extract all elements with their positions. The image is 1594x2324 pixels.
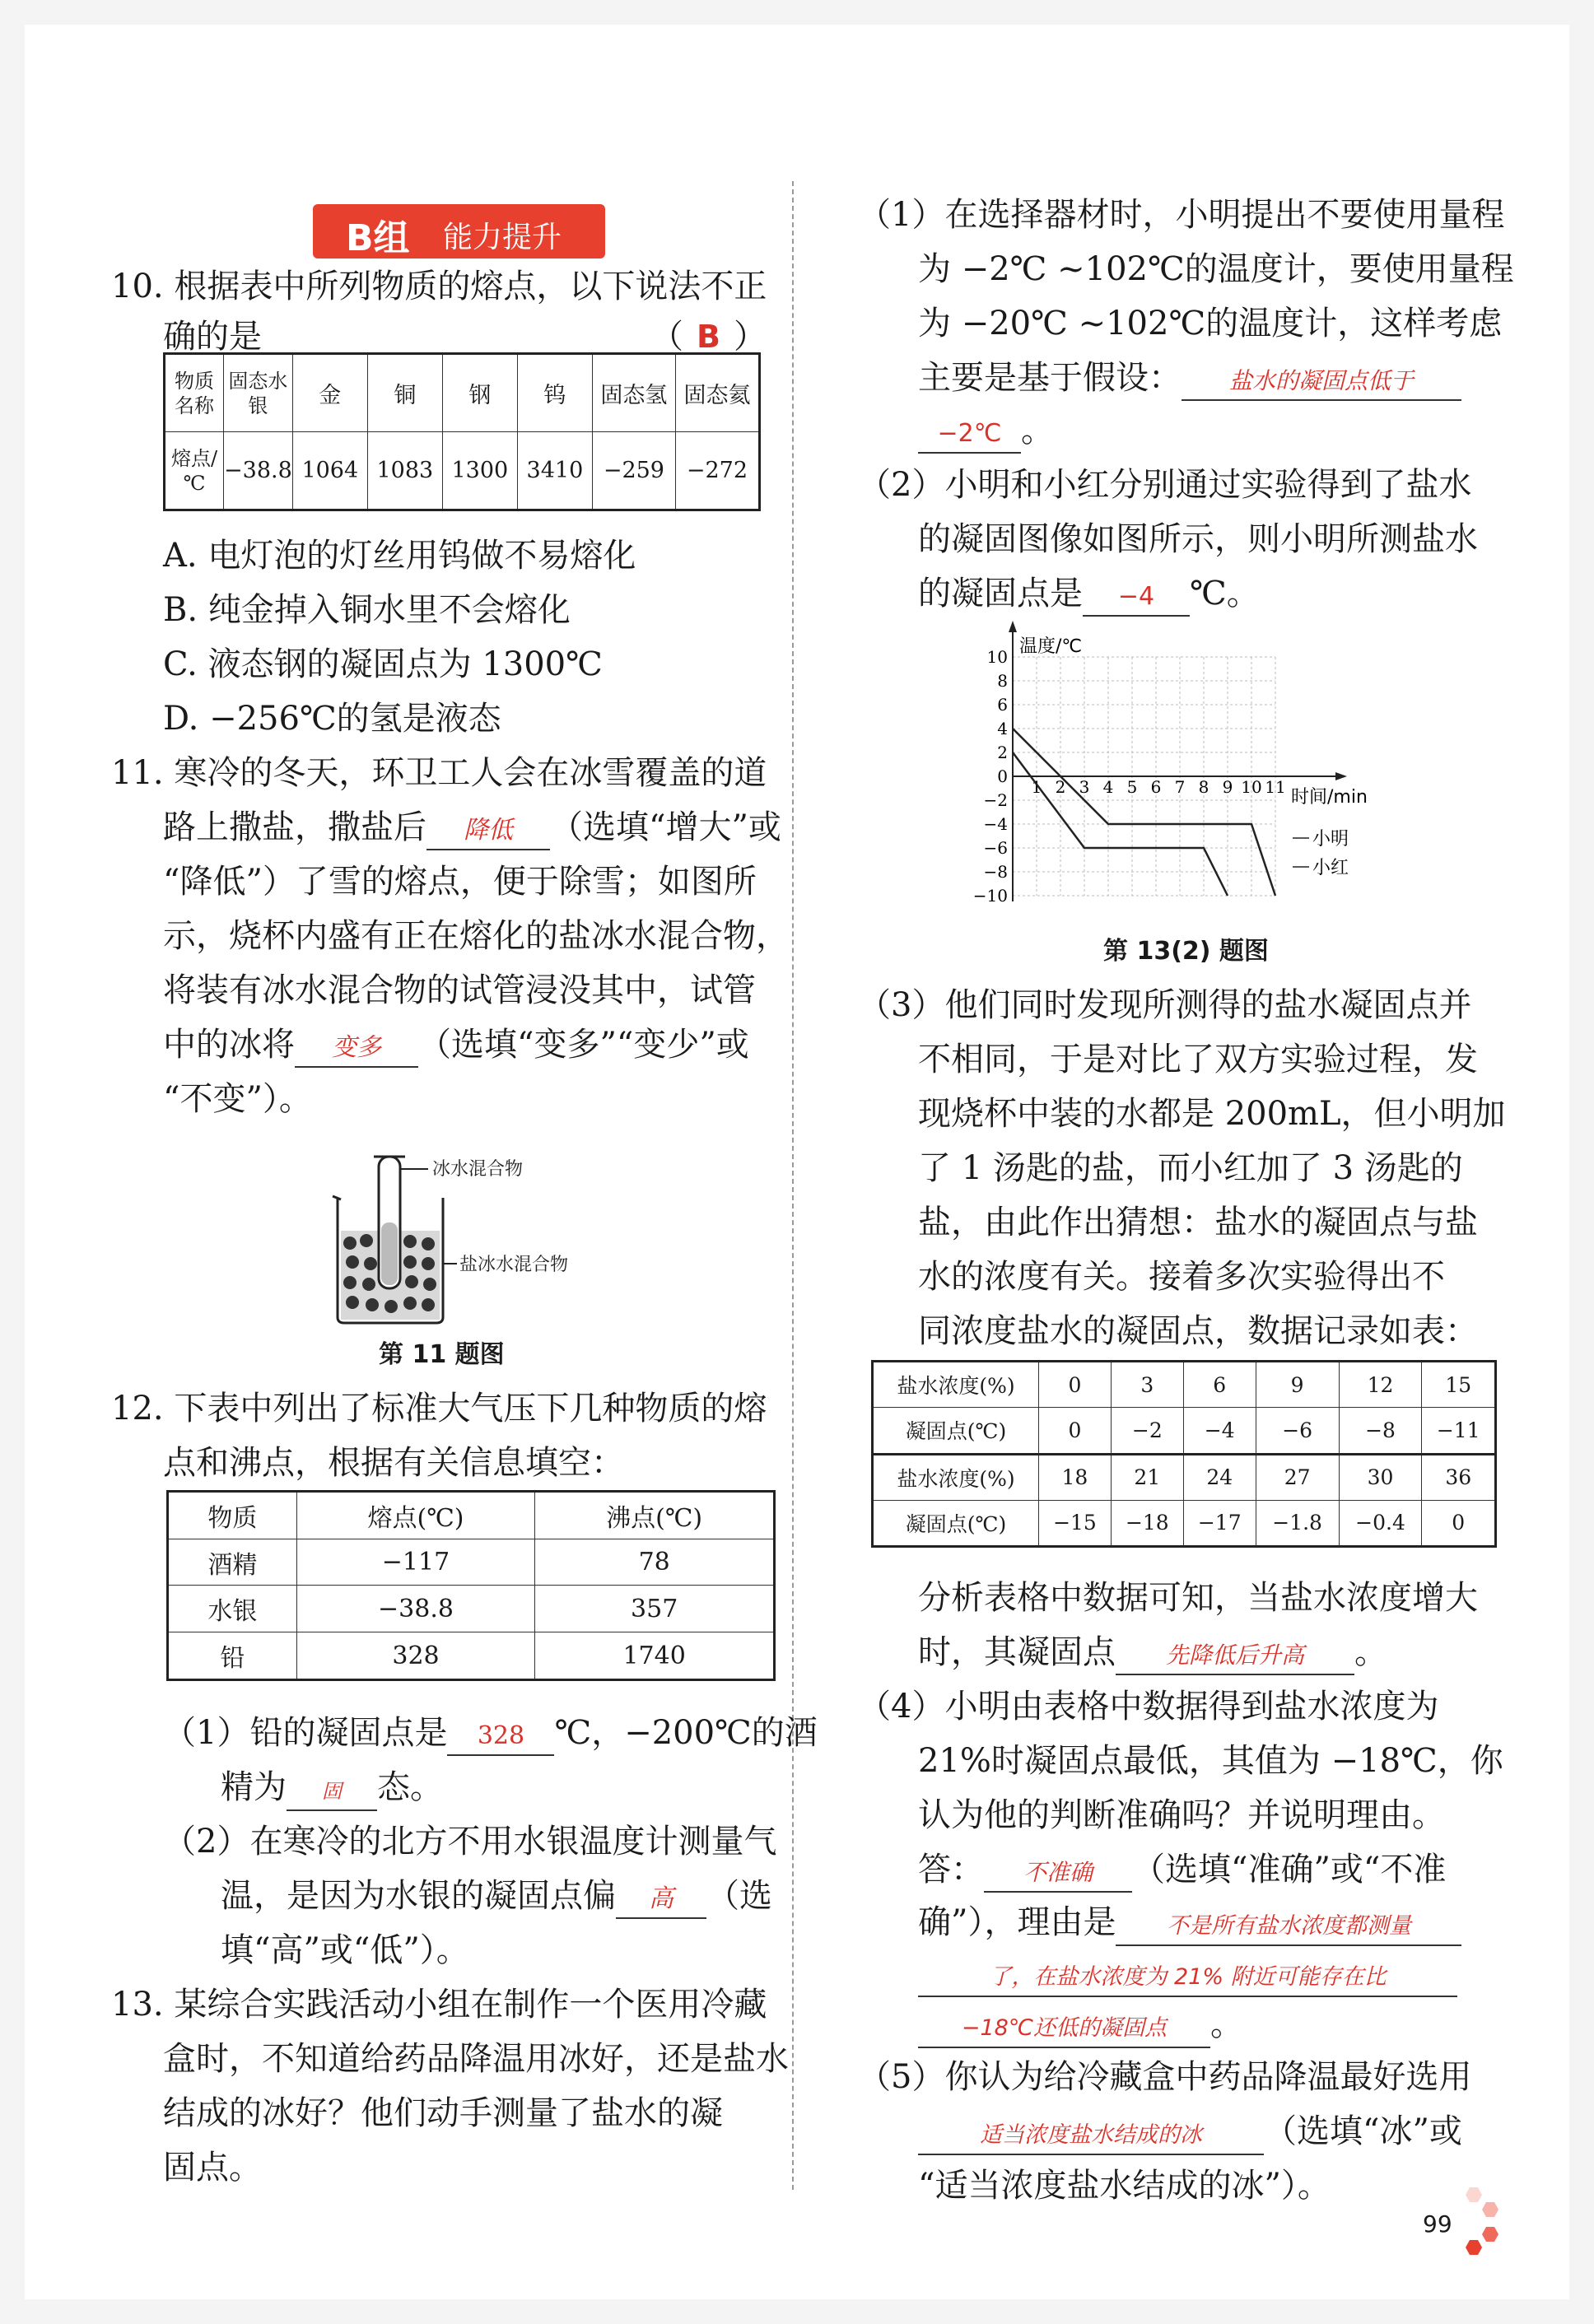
y-tick-label: −4 (983, 814, 1008, 834)
q13-s4-line2: 21%时凝固点最低，其值为 −18℃，你 (918, 1742, 1503, 1780)
q13-s4-answer1: 不准确 (984, 1855, 1132, 1893)
q10-value-cell: 1300 (442, 432, 517, 510)
section-group-label: B组 (346, 217, 410, 259)
q13-s4-line6 (918, 1946, 1457, 2000)
y-tick-label: −2 (983, 790, 1008, 810)
q13-s1-line4: 主要是基于假设： 盐水的凝固点低于 (918, 351, 1461, 405)
q10-answer-bracket: （ B ） (650, 318, 767, 356)
q13-concentration-table (871, 1360, 1497, 1548)
q12-cell: −117 (296, 1539, 535, 1586)
table-cell: 0 (1039, 1408, 1112, 1454)
q13-s4-line1: （4）小明由表格中数据得到盐水浓度为 (858, 1688, 1439, 1726)
q13-s2-line1: （2）小明和小红分别通过实验得到了盐水 (858, 466, 1472, 504)
q12-header-cell: 物质 (168, 1492, 297, 1539)
q13-s1-line2: 为 −2℃ ~102℃的温度计，要使用量程 (918, 250, 1514, 288)
q13-line3: 结成的冰好？他们动手测量了盐水的凝 (163, 2094, 723, 2132)
x-tick-label: 9 (1222, 777, 1233, 797)
y-tick-label: 0 (997, 766, 1008, 786)
q10-header-cell: 钨 (517, 354, 592, 432)
q10-header-cell: 金 (292, 354, 367, 432)
q10-header-cell: 固态氢 (592, 354, 675, 432)
q13-s3-line9: 时，其凝固点 先降低后升高 。 (918, 1625, 1387, 1679)
column-divider (792, 181, 794, 2190)
table-cell: 0 (1039, 1362, 1112, 1408)
q12-header-cell: 熔点(℃) (296, 1492, 535, 1539)
y-tick-label: 8 (997, 671, 1008, 691)
q10-value-cell: −38.8 (224, 432, 293, 510)
q13-s3-line7: 同浓度盐水的凝固点，数据记录如表： (918, 1312, 1478, 1350)
q10-option-d: D. −256℃的氢是液态 (163, 700, 501, 738)
q10-header-cell: 钢 (442, 354, 517, 432)
q12-line1: 12. 下表中列出了标准大气压下几种物质的熔 (111, 1390, 767, 1427)
q13-s2-answer: −4 (1083, 579, 1190, 617)
x-tick-label: 3 (1079, 777, 1090, 797)
q13-s5-line1: （5）你认为给冷藏盒中药品降温最好选用 (858, 2058, 1472, 2096)
q12-cell: 水银 (168, 1586, 297, 1632)
q10-line1: 10. 根据表中所列物质的熔点，以下说法不正 (111, 268, 767, 305)
q13-line4: 固点。 (163, 2149, 262, 2187)
q13-s3-line2: 不相同，于是对比了双方实验过程，发 (918, 1041, 1478, 1078)
q12-table (166, 1490, 776, 1681)
q10-value-cell: −259 (592, 432, 675, 510)
q12-header-cell: 沸点(℃) (535, 1492, 775, 1539)
y-tick-label: −6 (983, 838, 1008, 858)
q11-line5: 将装有冰水混合物的试管浸没其中，试管 (163, 971, 756, 1009)
x-tick-label: 7 (1174, 777, 1186, 797)
q13-line2: 盒时，不知道给药品降温用冰好，还是盐水 (163, 2040, 789, 2078)
q13-s1-line3: 为 −20℃ ~102℃的温度计，这样考虑 (918, 305, 1503, 342)
q12-cell: 酒精 (168, 1539, 297, 1586)
table-cell: −1.8 (1256, 1500, 1339, 1546)
table-cell: 30 (1339, 1454, 1422, 1500)
table-cell: 24 (1183, 1454, 1256, 1500)
y-tick-label: −10 (972, 886, 1008, 906)
table-cell: 15 (1422, 1362, 1496, 1408)
page-number: 99 (1423, 2210, 1452, 2238)
table-cell: −0.4 (1339, 1500, 1422, 1546)
table-cell: −11 (1422, 1408, 1496, 1454)
q11-line7: “不变”）。 (163, 1080, 312, 1118)
q12-line2: 点和沸点，根据有关信息填空： (163, 1444, 624, 1482)
x-tick-label: 8 (1198, 777, 1209, 797)
q12-cell: 357 (535, 1586, 775, 1632)
q10-row-label: 熔点/℃ (165, 432, 224, 510)
q12-cell: 328 (296, 1632, 535, 1680)
table-cell: −18 (1111, 1500, 1183, 1546)
y-tick-label: −8 (983, 862, 1008, 882)
q11-figure-caption: 第 11 题图 (379, 1340, 505, 1369)
table-cell: 36 (1422, 1454, 1496, 1500)
x-tick-label: 6 (1150, 777, 1162, 797)
q10-option-c: C. 液态钢的凝固点为 1300℃ (163, 645, 603, 683)
q11-line6: 中的冰将 变多 （选填“变多”“变少”或 (163, 1018, 749, 1072)
x-axis-arrow-icon (1335, 772, 1347, 780)
table-cell: −6 (1256, 1408, 1339, 1454)
q10-header-cell: 固态氦 (675, 354, 759, 432)
q13-s3-line4: 了 1 汤匙的盐，而小红加了 3 汤匙的 (918, 1149, 1463, 1187)
legend-xiaoming: 小明 (1312, 829, 1349, 850)
q12-part2-line2: 温，是因为水银的凝固点偏 高 （选 (221, 1869, 772, 1923)
label-salt-ice-water: 盐冰水混合物 (459, 1255, 569, 1275)
x-tick-label: 4 (1102, 777, 1114, 797)
q13-s4-line7: −18℃还低的凝固点 。 (918, 1997, 1243, 2052)
q13-line1: 13. 某综合实践活动小组在制作一个医用冷藏 (111, 1986, 767, 2024)
q10-line2: 确的是 (163, 318, 262, 356)
q13-s5-line3: “适当浓度盐水结成的冰”）。 (918, 2167, 1331, 2205)
q10-value-cell: 1083 (367, 432, 442, 510)
q10-value-cell: −272 (675, 432, 759, 510)
legend-xiaohong: 小红 (1312, 858, 1349, 878)
q13-s3-line1: （3）他们同时发现所测得的盐水凝固点并 (858, 986, 1472, 1024)
q11-line3: “降低”）了雪的熔点，便于除雪；如图所 (163, 863, 757, 901)
q13-s5-line2: 适当浓度盐水结成的冰 （选填“冰”或 (918, 2104, 1462, 2159)
q12-answer3: 高 (616, 1881, 706, 1919)
q13-s1-line1: （1）在选择器材时，小明提出不要使用量程 (858, 196, 1505, 234)
table-cell: 6 (1183, 1362, 1256, 1408)
q13-s2-line3: 的凝固点是 −4 ℃。 (918, 566, 1260, 621)
q13-s4-line5: 确”），理由是 不是所有盐水浓度都测量 (918, 1895, 1461, 1949)
series-xiaoming-line (1013, 729, 1275, 896)
q13-cooling-graph (963, 617, 1391, 947)
graph-y-label: 温度/℃ (1019, 636, 1083, 657)
beaker-figure (313, 1132, 626, 1330)
table-cell: 18 (1039, 1454, 1112, 1500)
workbook-page (25, 25, 1569, 2299)
q10-header-cell: 物质名称 (165, 354, 224, 432)
y-axis-arrow-icon (1009, 621, 1017, 632)
table-cell: −2 (1111, 1408, 1183, 1454)
q10-value-cell: 1064 (292, 432, 367, 510)
q12-cell: −38.8 (296, 1586, 535, 1632)
q12-cell: 1740 (535, 1632, 775, 1680)
x-tick-label: 5 (1126, 777, 1138, 797)
q13-s1-answer1: 盐水的凝固点低于 (1182, 363, 1461, 401)
q11-line1: 11. 寒冷的冬天，环卫工人会在冰雪覆盖的道 (111, 754, 767, 792)
q12-part1-line1: （1）铅的凝固点是 328 ℃，−200℃的酒 (163, 1706, 818, 1760)
q13-s3-line6: 水的浓度有关。接着多次实验得出不 (918, 1258, 1445, 1296)
q10-table (163, 352, 761, 511)
q13-s2-line2: 的凝固图像如图所示，则小明所测盐水 (918, 520, 1478, 558)
q10-value-cell: 3410 (517, 432, 592, 510)
q13-s1-line5: −2℃ 。 (918, 403, 1054, 458)
q13-s3-line5: 盐，由此作出猜想：盐水的凝固点与盐 (918, 1204, 1478, 1241)
q10-option-a: A. 电灯泡的灯丝用钨做不易熔化 (163, 537, 636, 575)
x-tick-label: 2 (1055, 777, 1066, 797)
q11-line4: 示，烧杯内盛有正在熔化的盐冰水混合物， (163, 917, 789, 955)
graph-x-label: 时间/min (1291, 787, 1368, 808)
q10-option-b: B. 纯金掉入铜水里不会熔化 (163, 591, 571, 629)
q12-part2-line1: （2）在寒冷的北方不用水银温度计测量气 (163, 1823, 777, 1861)
q12-part1-line2: 精为 固 态。 (221, 1760, 443, 1814)
q10-answer: B (697, 319, 720, 355)
x-tick-label: 10 (1241, 777, 1262, 797)
q12-part2-line3: 填“高”或“低”）。 (221, 1931, 469, 1969)
table-cell: −15 (1039, 1500, 1112, 1546)
q11-answer2: 变多 (295, 1030, 418, 1068)
q12-cell: 铅 (168, 1632, 297, 1680)
q13-s3-line3: 现烧杯中装的水都是 200mL，但小明加 (918, 1095, 1506, 1133)
q11-line2: 路上撒盐，撒盐后 降低 （选填“增大”或 (163, 800, 781, 855)
table-cell: −4 (1183, 1408, 1256, 1454)
x-tick-label: 11 (1265, 777, 1286, 797)
q13-s1-answer2: −2℃ (918, 416, 1021, 454)
q13-s3-answer: 先降低后升高 (1116, 1637, 1354, 1675)
q13-s5-answer: 适当浓度盐水结成的冰 (918, 2117, 1264, 2155)
q10-header-cell: 固态水银 (224, 354, 293, 432)
y-tick-label: 6 (997, 695, 1008, 715)
q10-header-cell: 铜 (367, 354, 442, 432)
q13-s4-answer2: 不是所有盐水浓度都测量 (1116, 1908, 1461, 1946)
q11-answer1: 降低 (426, 813, 550, 850)
q13-s3-line8: 分析表格中数据可知，当盐水浓度增大 (918, 1579, 1478, 1617)
table-cell: −17 (1183, 1500, 1256, 1546)
table-row-label: 盐水浓度(%) (873, 1362, 1039, 1408)
q13-s4-line3: 认为他的判断准确吗？并说明理由。 (918, 1796, 1445, 1834)
q12-answer1: 328 (447, 1718, 554, 1756)
section-title: 能力提升 (443, 221, 562, 254)
label-ice-water: 冰水混合物 (432, 1159, 524, 1180)
x-tick-label: 1 (1031, 777, 1042, 797)
test-tube-icon (374, 1157, 405, 1288)
hexagon-decoration-icon (1457, 2186, 1507, 2260)
q12-answer2: 固 (287, 1773, 377, 1811)
table-cell: 21 (1111, 1454, 1183, 1500)
q13-s4-answer4: −18℃还低的凝固点 (918, 2010, 1210, 2048)
q13-s4-line4: 答： 不准确 （选填“准确”或“不准 (918, 1842, 1446, 1897)
q13-graph-caption: 第 13(2) 题图 (1103, 937, 1269, 966)
y-tick-label: 4 (997, 719, 1008, 738)
table-cell: 0 (1422, 1500, 1496, 1546)
table-cell: 9 (1256, 1362, 1339, 1408)
table-cell: −8 (1339, 1408, 1422, 1454)
q13-s4-answer3: 了，在盐水浓度为 21% 附近可能存在比 (918, 1959, 1457, 1997)
y-tick-label: 2 (997, 743, 1008, 762)
section-header (313, 204, 605, 258)
table-cell: 27 (1256, 1454, 1339, 1500)
table-row-label: 盐水浓度(%) (873, 1454, 1039, 1500)
y-tick-label: 10 (986, 647, 1008, 667)
table-cell: 12 (1339, 1362, 1422, 1408)
table-cell: 3 (1111, 1362, 1183, 1408)
table-row-label: 凝固点(℃) (873, 1500, 1039, 1546)
table-row-label: 凝固点(℃) (873, 1408, 1039, 1454)
q12-cell: 78 (535, 1539, 775, 1586)
